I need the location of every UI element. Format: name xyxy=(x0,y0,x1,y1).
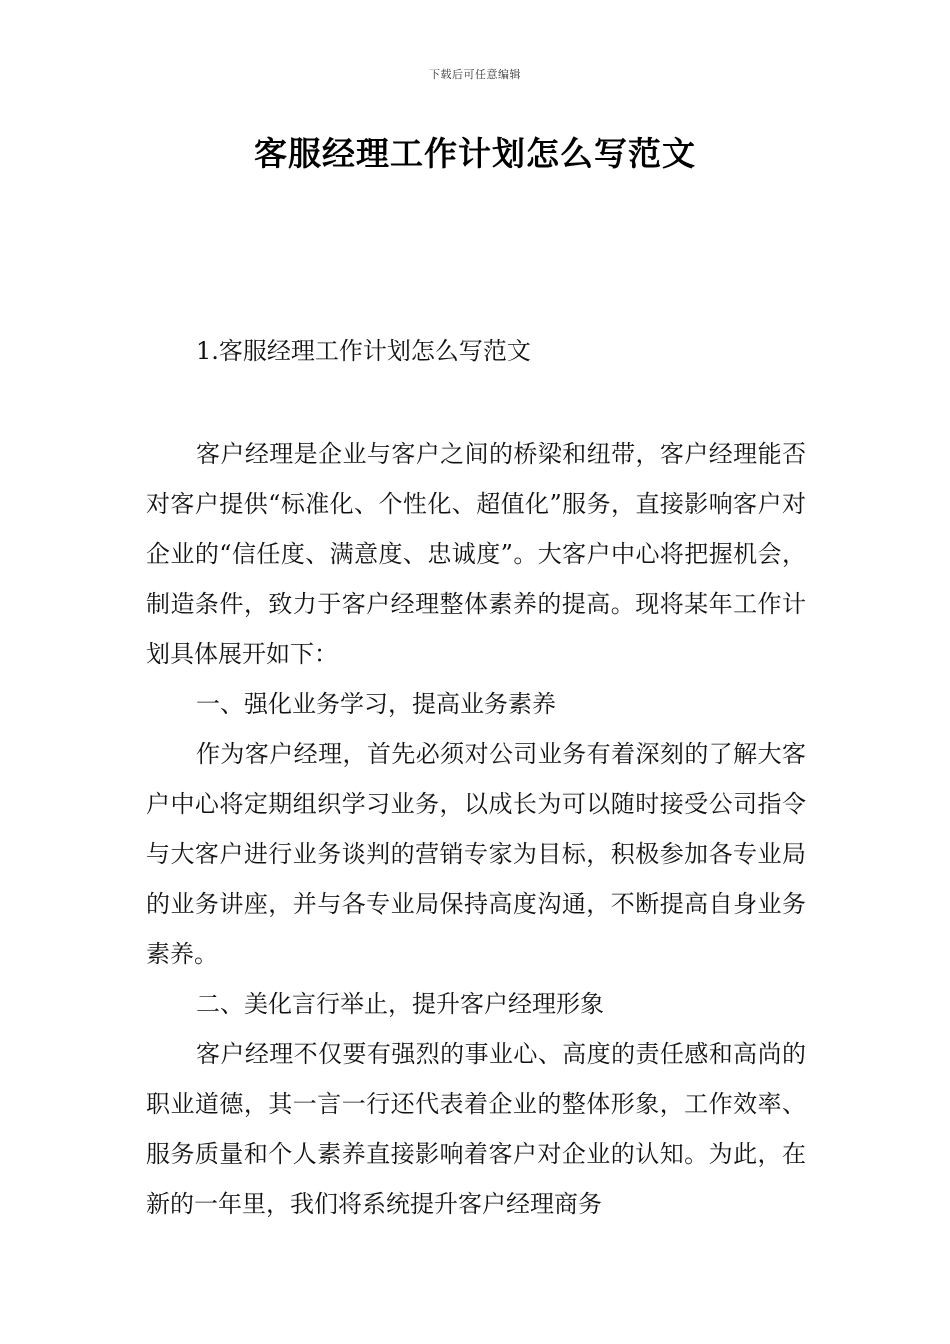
paragraph-intro: 客户经理是企业与客户之间的桥梁和纽带，客户经理能否对客户提供“标准化、个性化、超值化”服务，直接影响客户对企业的“信任度、满意度、忠诚度”。大客户中心将把握机会，制造条件，致力于客户经理整体素养的提高。现将某年工作计划具体展开如下： xyxy=(146,440,806,668)
document-title: 客服经理工作计划怎么写范文 xyxy=(254,134,696,173)
section-heading-1: 一、强化业务学习，提高业务素养 xyxy=(196,690,556,718)
section-subheading: 1.客服经理工作计划怎么写范文 xyxy=(196,337,531,365)
document-body xyxy=(146,429,806,1229)
header-note: 下载后可任意编辑 xyxy=(429,68,521,81)
paragraph-study: 作为客户经理，首先必须对公司业务有着深刻的了解大客户中心将定期组织学习业务，以成长为可以随时接受公司指令与大客户进行业务谈判的营销专家为目标，积极参加各专业局的业务讲座，并与各专业局保持高度沟通，不断提高自身业务素养。 xyxy=(146,740,806,968)
section-heading-2: 二、美化言行举止，提升客户经理形象 xyxy=(196,990,604,1018)
paragraph-image: 客户经理不仅要有强烈的事业心、高度的责任感和高尚的职业道德，其一言一行还代表着企业的整体形象，工作效率、服务质量和个人素养直接影响着客户对企业的认知。为此，在新的一年里，我们将系统提升客户经理商务 xyxy=(146,1040,806,1218)
